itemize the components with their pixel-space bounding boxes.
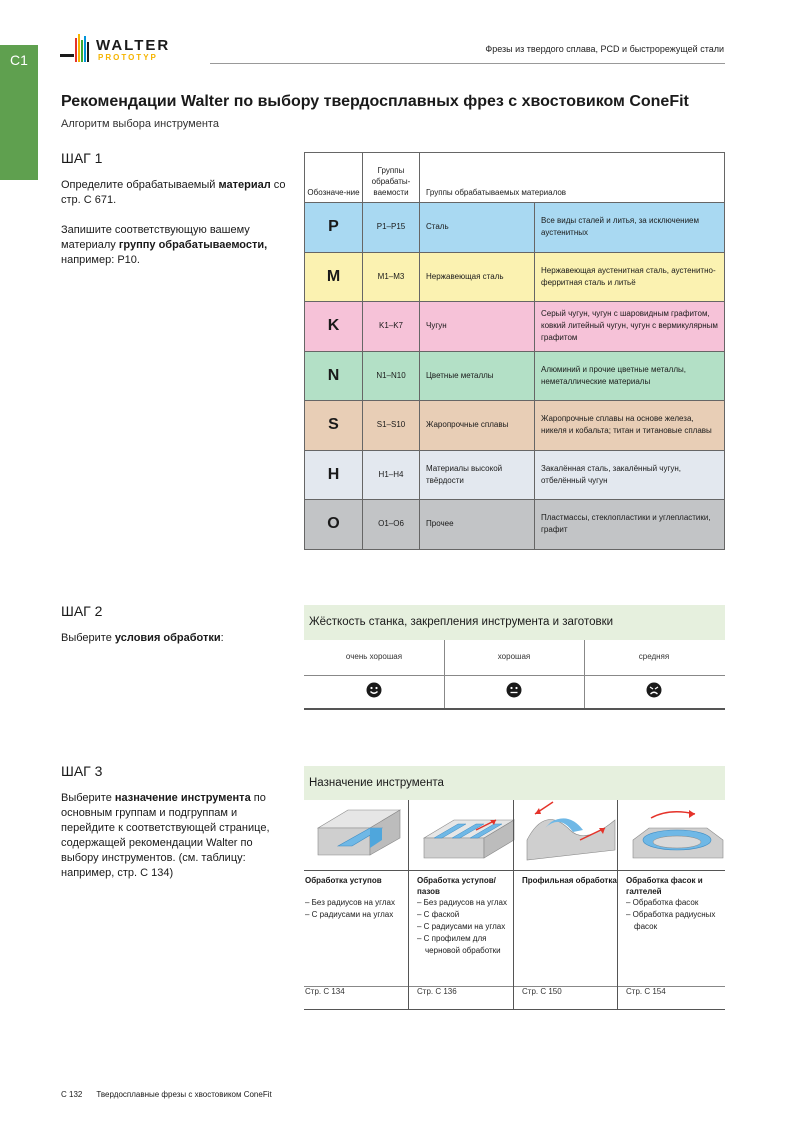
slot-milling-icon — [420, 800, 518, 865]
step3-text-c: по основным группам и подгруппам и перейдите к соответствующей странице, содержащей рекомендации Walter по выбору инструментов. (см. таблицу: например, стр. C 134) — [61, 792, 270, 879]
step1-text — [61, 178, 286, 283]
material-row-n — [305, 351, 725, 401]
header-divider — [210, 63, 725, 64]
material-range: S1–S10 — [363, 401, 420, 451]
material-group: Жаропрочные сплавы — [420, 401, 535, 451]
material-group: Нержавеющая сталь — [420, 252, 535, 302]
step2-text-b: условия обработки — [114, 632, 221, 644]
material-group: Сталь — [420, 203, 535, 253]
rigidity-label: средняя — [638, 652, 670, 661]
rigidity-title: Жёсткость станка, закрепления инструмента и заготовки — [309, 616, 614, 628]
list-item: – Без радиусов на углах — [417, 898, 507, 907]
step1-paragraph-2 — [61, 223, 286, 268]
step3-heading: ШАГ 3 — [61, 763, 103, 779]
material-description: Серый чугун, чугун с шаровидным графитом, ковкий литейный чугун, чугун с вермикулярным графитом — [535, 302, 725, 352]
material-letter: O — [305, 500, 363, 550]
application-col-divider — [513, 800, 514, 1010]
material-letter: K — [305, 302, 363, 352]
material-range: N1–N10 — [363, 351, 420, 401]
step1-p1-c: со стр. C 671. — [61, 179, 286, 206]
application-col-slot — [416, 800, 520, 1010]
application-table — [304, 800, 725, 1010]
application-title-shoulder: Обработка уступов — [305, 876, 382, 885]
page-title: Рекомендации Walter по выбору твердосплавных фрез с хвостовиком ConeFit — [61, 93, 689, 110]
material-range: K1–K7 — [363, 302, 420, 352]
header-material-groups: Группы обрабатываемых материалов — [420, 153, 725, 203]
application-col-chamfer — [625, 800, 725, 1010]
neutral-face-icon — [506, 682, 522, 698]
page-ref: Стр. C 154 — [626, 987, 666, 996]
list-item: – Обработка фасок — [626, 898, 699, 907]
material-group: Прочее — [420, 500, 535, 550]
material-row-k — [305, 302, 725, 352]
step2-text — [61, 631, 286, 646]
step1-p1-a: Определите обрабатываемый — [61, 179, 219, 191]
logo-sub: PROTOTYP — [98, 53, 158, 62]
application-col-profile — [521, 800, 625, 1010]
application-col-divider — [617, 800, 618, 1010]
application-title-profile: Профильная обработка — [522, 876, 617, 885]
material-description: Закалённая сталь, закалённый чугун, отбелённый чугун — [535, 450, 725, 500]
material-description: Жаропрочные сплавы на основе железа, никеля и кобальта; титан и титановые сплавы — [535, 401, 725, 451]
page-ref: Стр. C 150 — [522, 987, 562, 996]
step1-p2-a: Запишите соответствующую вашему материалу — [61, 224, 250, 251]
logo-bars-icon — [60, 34, 96, 66]
material-range: H1–H4 — [363, 450, 420, 500]
step2-heading: ШАГ 2 — [61, 603, 103, 619]
step3-text — [61, 791, 286, 881]
shoulder-milling-icon — [308, 800, 406, 865]
application-title-chamfer: Обработка фасок и галтелей — [626, 876, 703, 896]
material-range: M1–M3 — [363, 252, 420, 302]
material-group: Чугун — [420, 302, 535, 352]
rigidity-label: очень хорошая — [345, 652, 403, 661]
rigidity-col-average — [584, 640, 724, 708]
step1-paragraph-1 — [61, 178, 286, 208]
material-range: P1–P15 — [363, 203, 420, 253]
list-item: – С радиусами на углах — [305, 910, 394, 919]
step3-text-b: назначение инструмента — [114, 792, 251, 804]
step1-p2-b: группу обрабатываемости, — [118, 239, 268, 251]
material-row-s — [305, 401, 725, 451]
rigidity-col-good — [444, 640, 584, 708]
material-description: Нержавеющая аустенитная сталь, аустенитно-ферритная сталь и литьё — [535, 252, 725, 302]
list-item: – Без радиусов на углах — [305, 898, 395, 907]
application-list-shoulder — [304, 897, 408, 921]
application-list-slot — [416, 897, 520, 957]
material-description: Все виды сталей и литья, за исключением аустенитных — [535, 203, 725, 253]
application-list-chamfer — [625, 897, 729, 933]
logo-word: WALTER — [96, 37, 171, 54]
step2-text-c: : — [220, 632, 224, 644]
materials-table — [304, 152, 725, 550]
list-item: – С радиусами на углах — [417, 922, 506, 931]
material-group: Цветные металлы — [420, 351, 535, 401]
step1-heading: ШАГ 1 — [61, 150, 103, 166]
page-footer — [61, 1090, 272, 1099]
application-title-slot: Обработка уступов/ пазов — [417, 876, 496, 896]
chamfer-milling-icon — [629, 800, 727, 865]
section-tab — [0, 45, 38, 180]
step2-text-a: Выберите — [61, 632, 115, 644]
material-description: Алюминий и прочие цветные металлы, неметаллические материалы — [535, 351, 725, 401]
page-ref: Стр. C 134 — [305, 987, 345, 996]
material-description: Пластмассы, стеклопластики и углепластики, графит — [535, 500, 725, 550]
header-groups: Группы обрабаты-ваемости — [363, 153, 420, 203]
step1-p2-c: например: P10. — [61, 254, 140, 266]
material-letter: P — [305, 203, 363, 253]
application-col-shoulder — [304, 800, 408, 1010]
list-item: – Обработка радиусных фасок — [626, 910, 716, 931]
material-row-p — [305, 203, 725, 253]
rigidity-header — [304, 605, 725, 640]
walter-logo — [60, 32, 210, 70]
list-item: – С фаской — [417, 910, 460, 919]
rigidity-label: хорошая — [497, 652, 531, 661]
header-designation: Обозначе-ние — [305, 153, 363, 203]
section-tab-label: C1 — [10, 52, 28, 68]
application-title: Назначение инструмента — [309, 777, 444, 789]
materials-header-row — [305, 153, 725, 203]
page-subtitle: Алгоритм выбора инструмента — [61, 118, 219, 130]
material-group: Материалы высокой твёрдости — [420, 450, 535, 500]
rigidity-col-very-good — [304, 640, 444, 708]
material-letter: H — [305, 450, 363, 500]
material-letter: N — [305, 351, 363, 401]
material-row-h — [305, 450, 725, 500]
profile-milling-icon — [525, 800, 623, 865]
rigidity-table — [304, 640, 725, 710]
material-letter: M — [305, 252, 363, 302]
step3-text-a: Выберите — [61, 792, 115, 804]
footer-text: Твердосплавные фрезы с хвостовиком ConeFit — [96, 1090, 272, 1099]
step1-p1-b: материал — [218, 179, 271, 191]
header-text: Фрезы из твердого сплава, PCD и быстрорежущей стали — [485, 44, 724, 54]
material-row-m — [305, 252, 725, 302]
application-col-divider — [408, 800, 409, 1010]
application-header — [304, 766, 725, 800]
smile-face-icon — [366, 682, 382, 698]
material-row-o — [305, 500, 725, 550]
list-item: – С профилем для черновой обработки — [417, 934, 501, 955]
page-ref: Стр. C 136 — [417, 987, 457, 996]
footer-page-number: C 132 — [61, 1090, 83, 1099]
sad-face-icon — [646, 682, 662, 698]
material-range: O1–O6 — [363, 500, 420, 550]
material-letter: S — [305, 401, 363, 451]
